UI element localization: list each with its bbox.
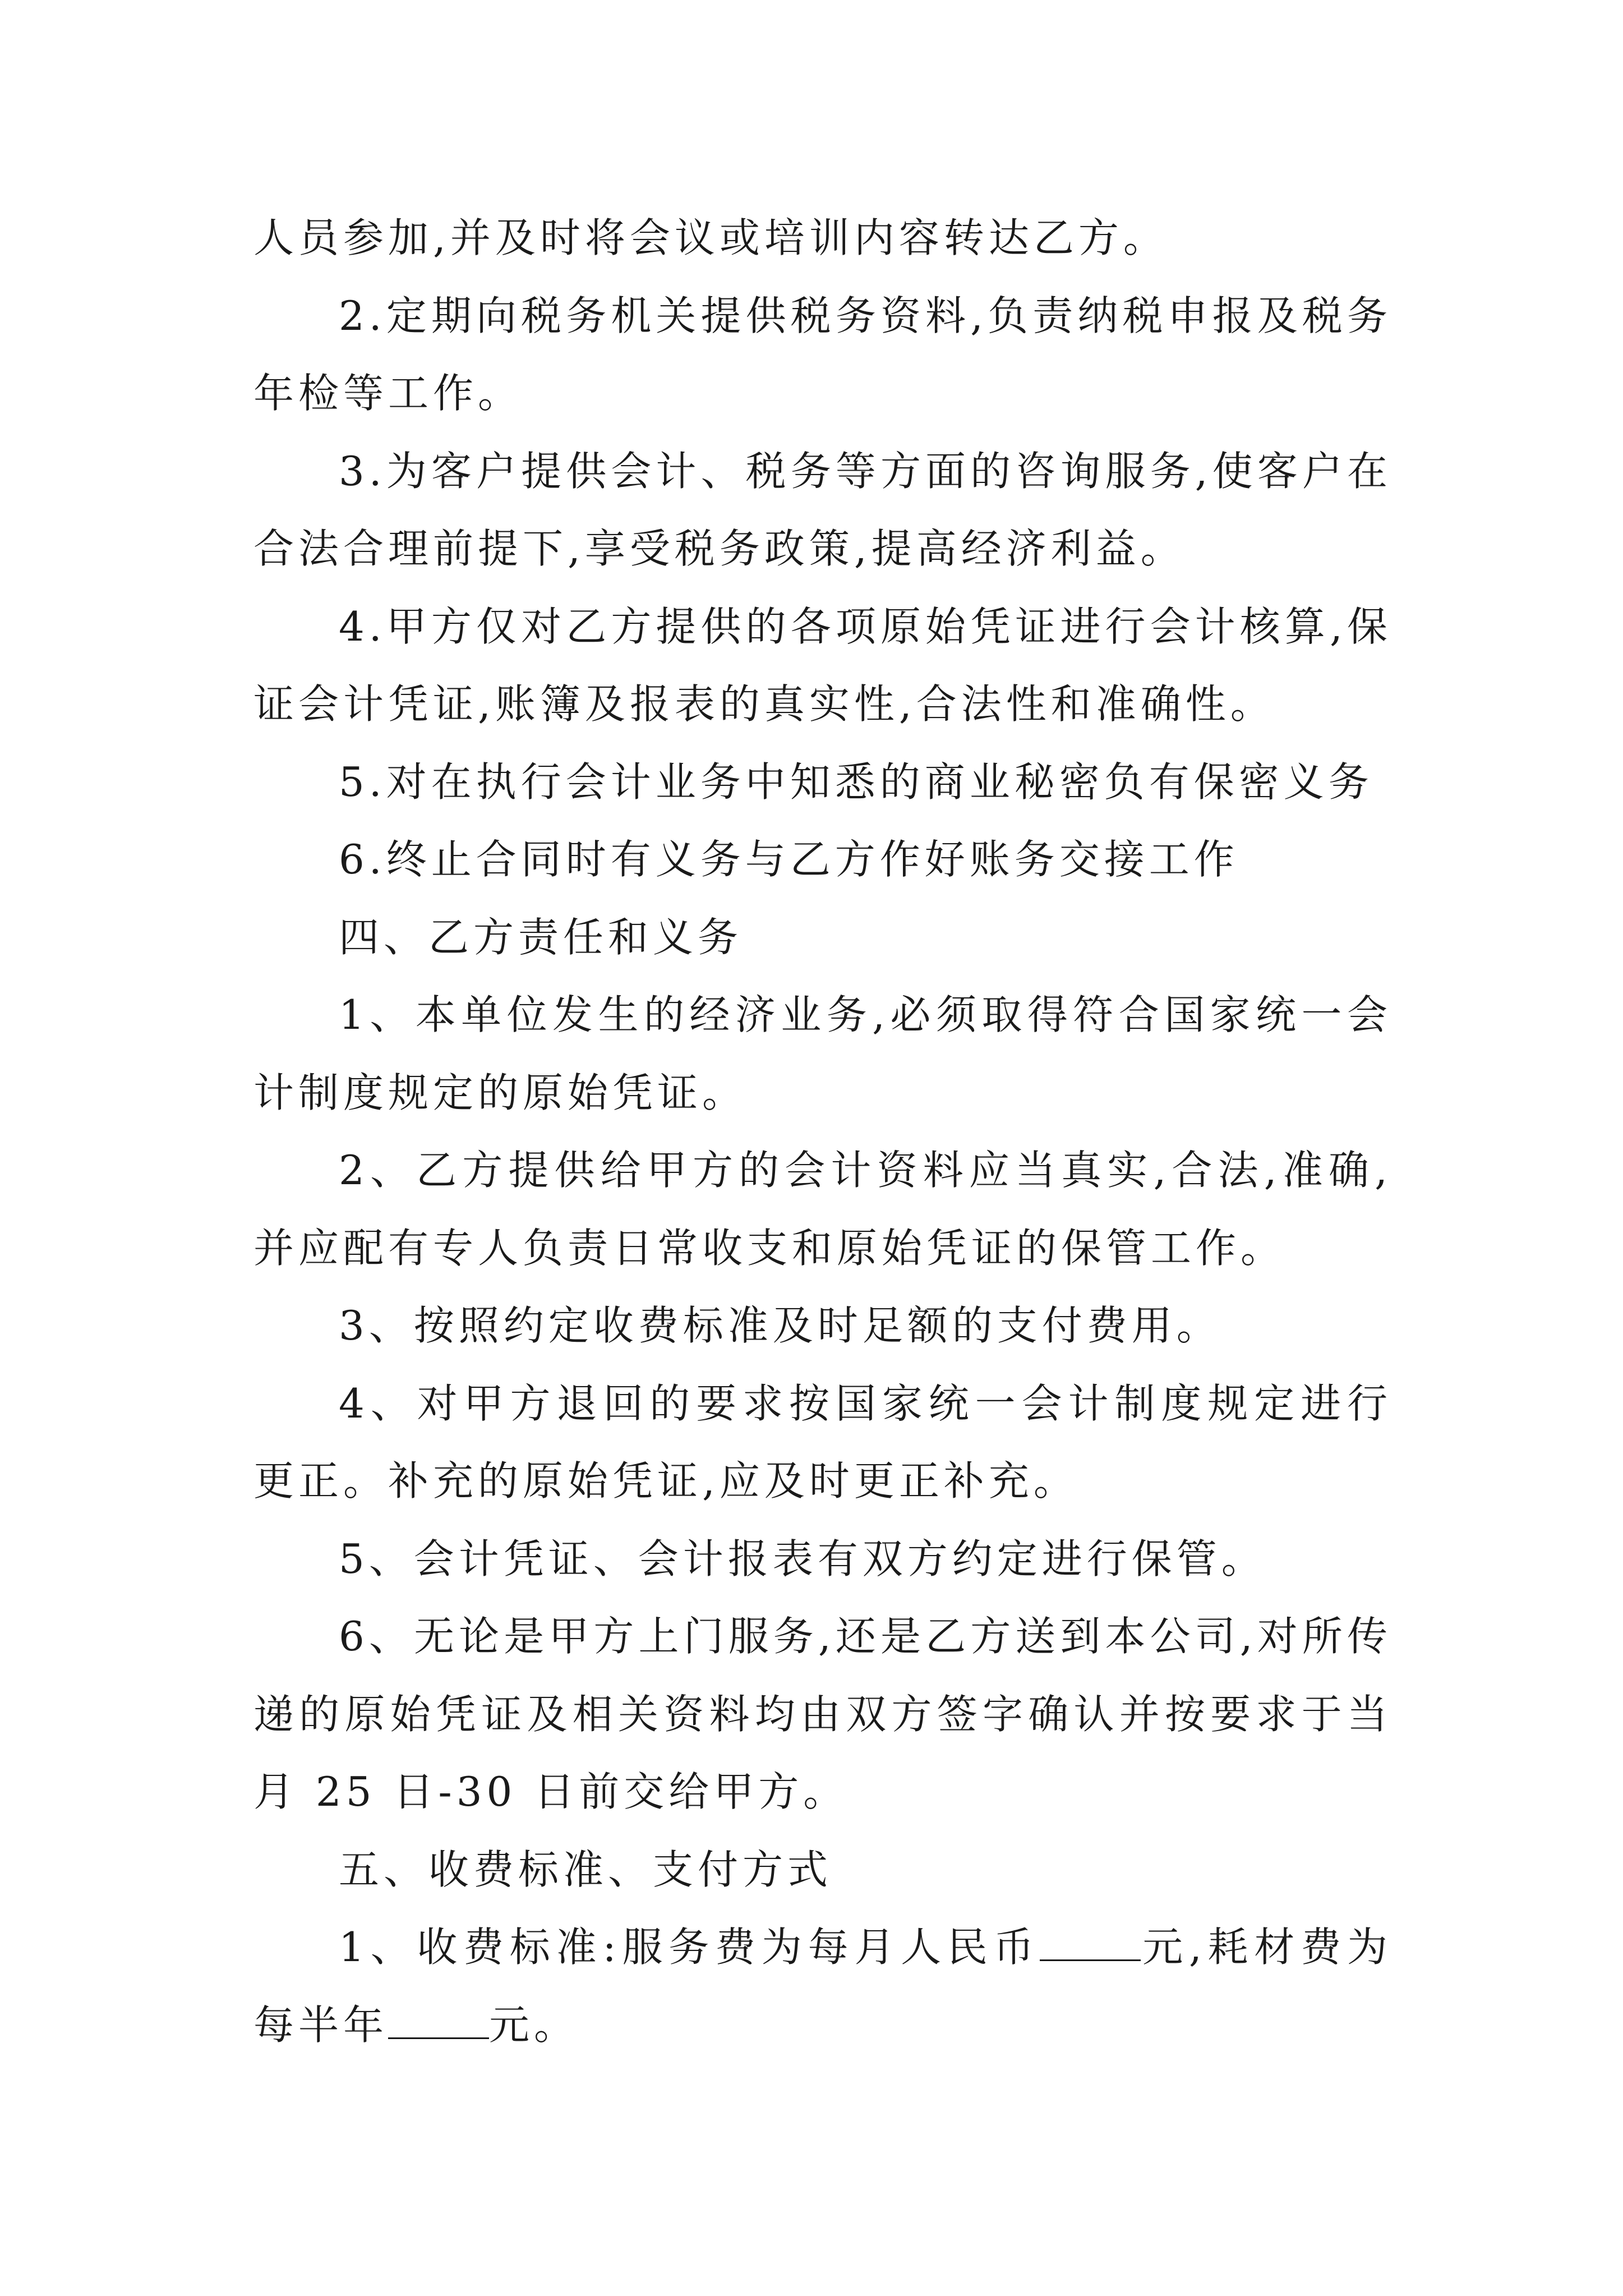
section-heading-4: 四、乙方责任和义务: [339, 913, 743, 961]
paragraph-yi-6: 6、无论是甲方上门服务,还是乙方送到本公司,对所传递的原始凭证及相关资料均由双方签字确认并按要求于当月 25 日-30 日前交给甲方。: [253, 1613, 1392, 1815]
section-heading-5: 五、收费标准、支付方式: [339, 1846, 833, 1893]
paragraph-item-3: 3.为客户提供会计、税务等方面的咨询服务,使客户在合法合理前提下,享受税务政策,提高经济利益。: [253, 447, 1392, 572]
paragraph-yi-5: 5、会计凭证、会计报表有双方约定进行保管。: [339, 1535, 1266, 1582]
fee-clause-part3: 元。: [489, 2001, 579, 2049]
paragraph-yi-1: 1、本单位发生的经济业务,必须取得符合国家统一会计制度规定的原始凭证。: [253, 991, 1392, 1116]
fee-clause-part1: 1、收费标准:服务费为每月人民币: [339, 1924, 1040, 1971]
monthly-fee-blank: [1040, 1926, 1141, 1961]
paragraph-yi-2: 2、乙方提供给甲方的会计资料应当真实,合法,准确,并应配有专人负责日常收支和原始凭证的保管工作。: [253, 1147, 1392, 1272]
paragraph-item-6: 6.终止合同时有义务与乙方作好账务交接工作: [339, 836, 1239, 883]
document-body: [253, 199, 1392, 2064]
paragraph-yi-4: 4、对甲方退回的要求按国家统一会计制度规定进行更正。补充的原始凭证,应及时更正补充。: [253, 1379, 1392, 1504]
material-fee-blank: [388, 2004, 489, 2039]
paragraph-continuation: 人员参加,并及时将会议或培训内容转达乙方。: [253, 214, 1168, 261]
paragraph-item-4: 4.甲方仅对乙方提供的各项原始凭证进行会计核算,保证会计凭证,账簿及报表的真实性,合法性和准确性。: [253, 602, 1392, 728]
paragraph-yi-3: 3、按照约定收费标准及时足额的支付费用。: [339, 1302, 1221, 1349]
paragraph-item-5: 5.对在执行会计业务中知悉的商业秘密负有保密义务: [339, 758, 1373, 806]
fee-clause-paragraph: [253, 1908, 1392, 2064]
paragraph-item-2: 2.定期向税务机关提供税务资料,负责纳税申报及税务年检等工作。: [253, 292, 1392, 417]
fee-clause-part2: 元,耗材费为每半年: [253, 1924, 1392, 2049]
